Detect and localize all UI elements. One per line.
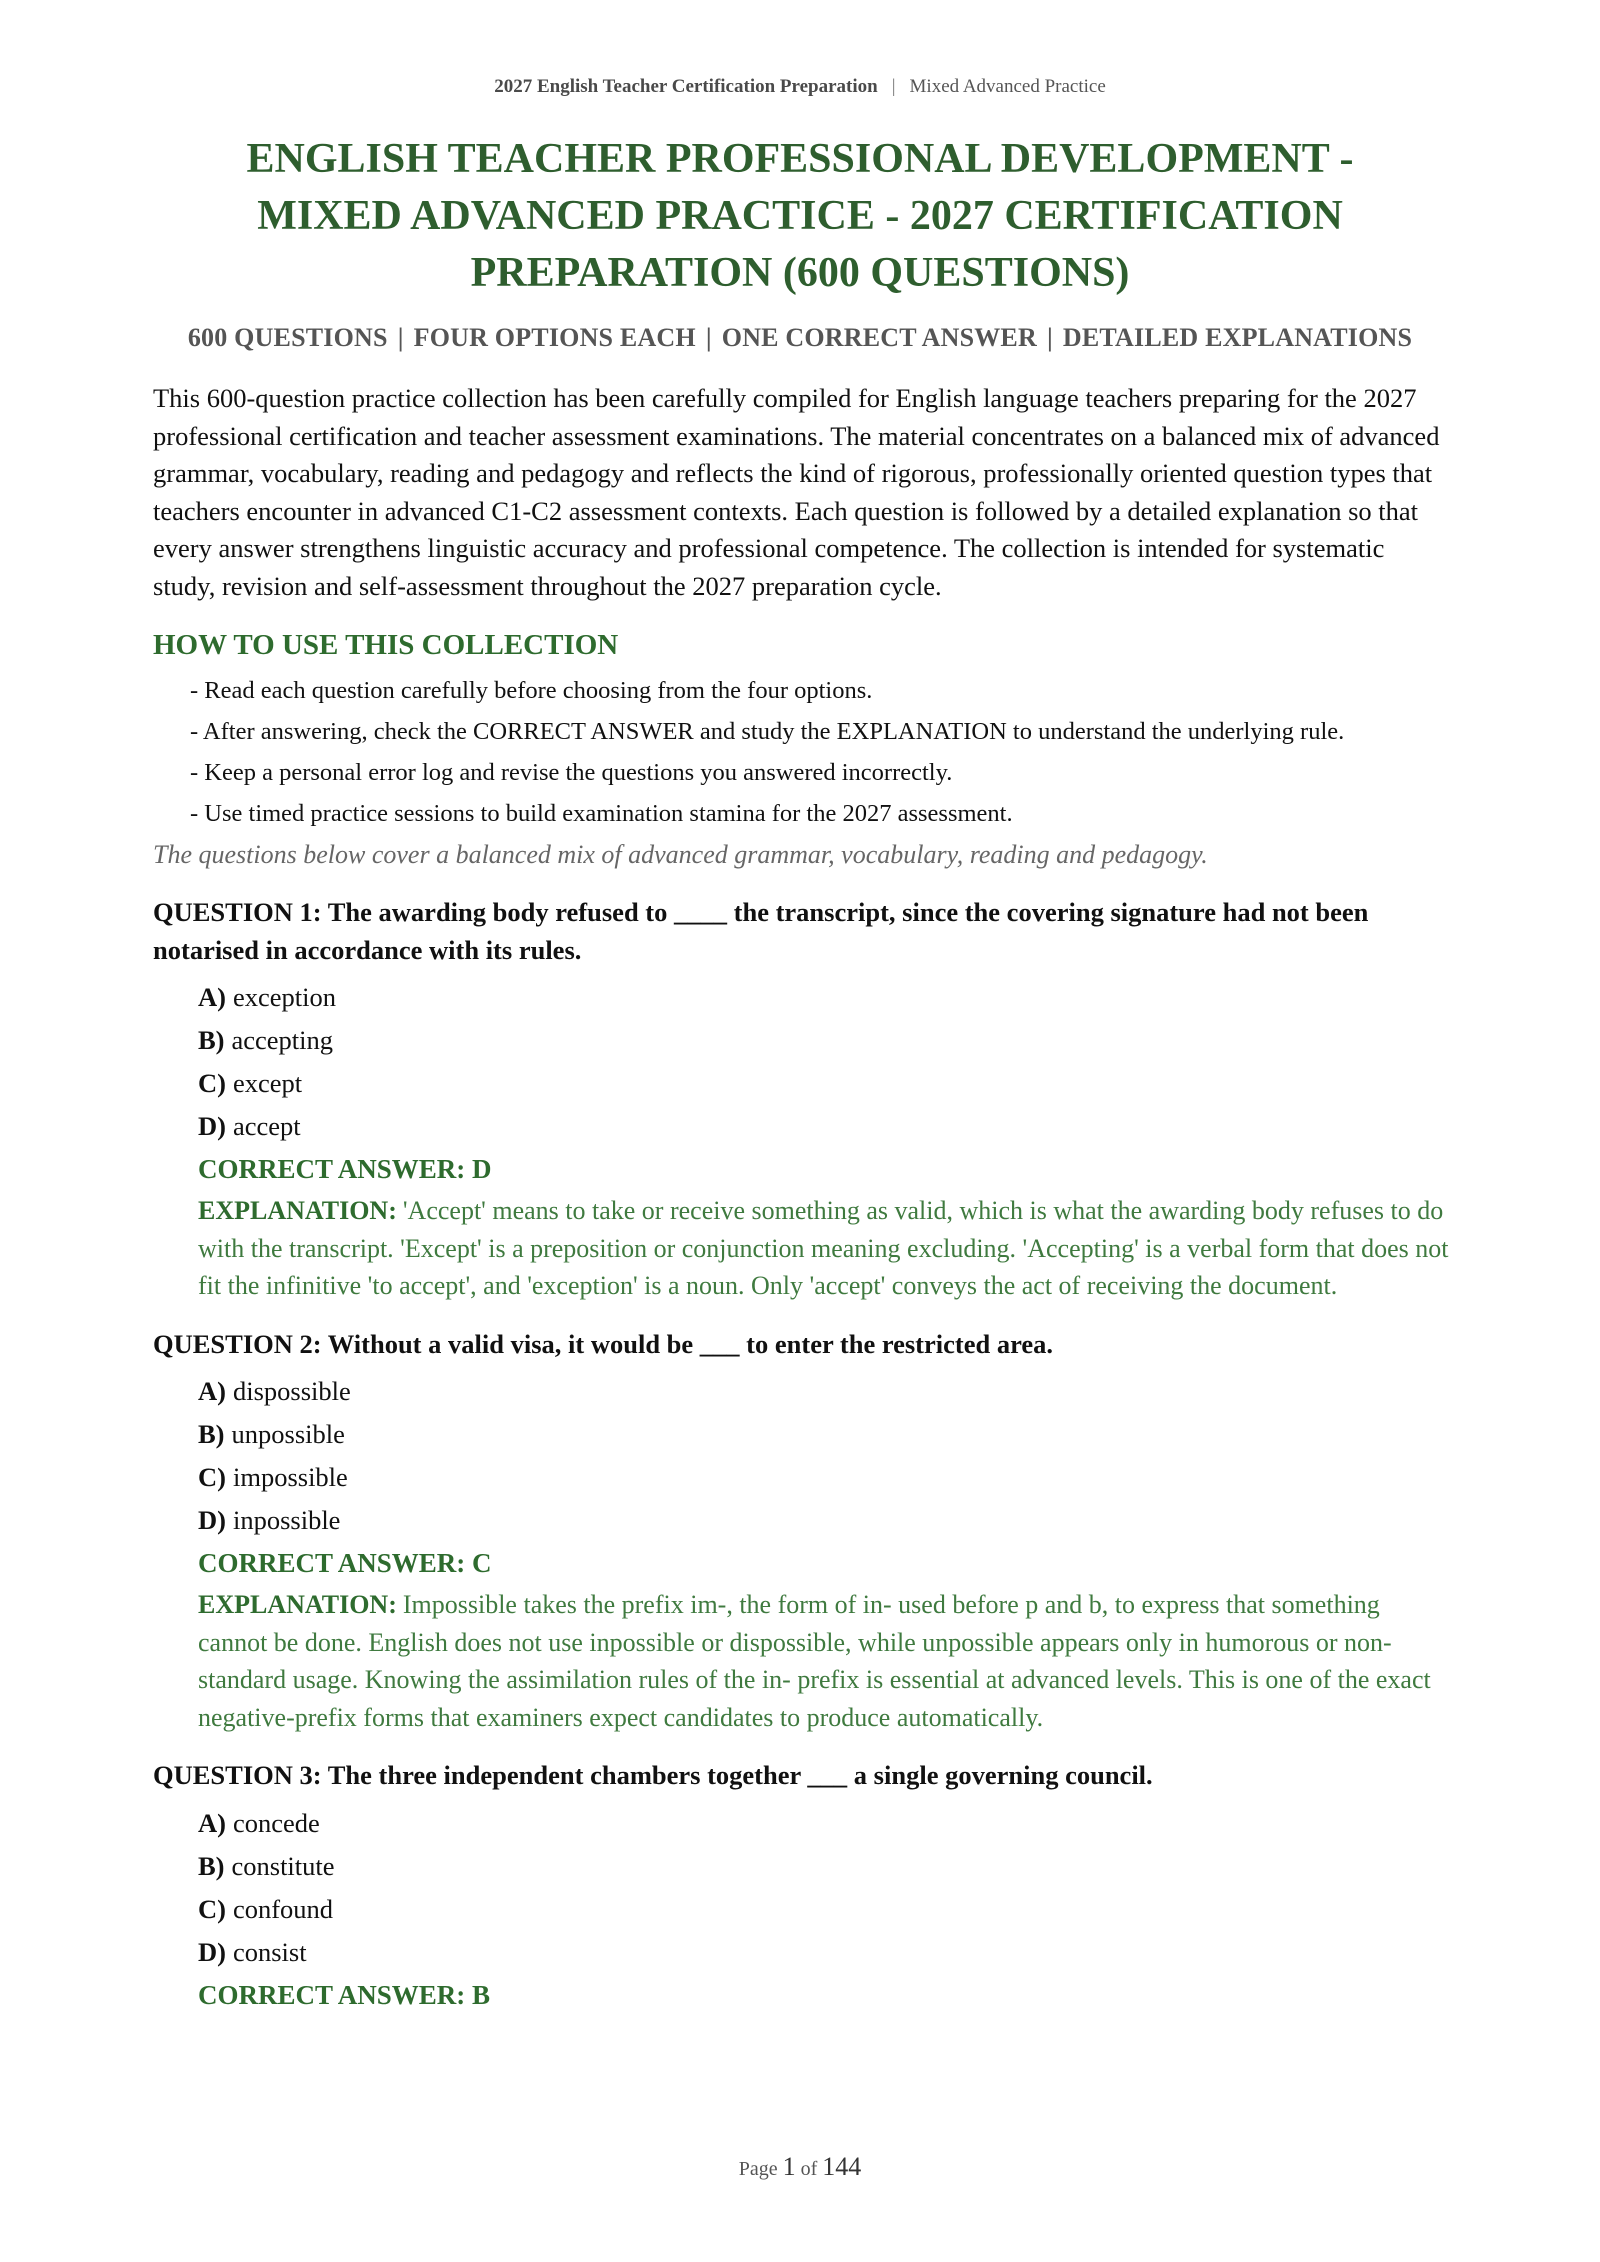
list-item: - Keep a personal error log and revise the questions you answered incorrectly. <box>190 759 953 786</box>
summary-separator: | <box>705 323 712 352</box>
summary-separator: | <box>1046 323 1053 352</box>
option-item <box>198 1456 1450 1499</box>
correct-answer: CORRECT ANSWER: D <box>198 1154 492 1184</box>
option-letter: D) <box>198 1936 226 1967</box>
how-to-use-heading: HOW TO USE THIS COLLECTION <box>153 629 619 661</box>
option-text: impossible <box>232 1462 348 1492</box>
explanation-label: EXPLANATION: <box>198 1196 397 1225</box>
option-item <box>198 1845 1450 1888</box>
option-text: concede <box>232 1807 320 1838</box>
list-item: - Read each question carefully before choosing from the four options. <box>190 677 873 704</box>
question-stem: QUESTION 2: Without a valid visa, it would be ___ to enter the restricted area. <box>153 1328 1054 1359</box>
header-separator: | <box>891 76 896 97</box>
option-letter: C) <box>198 1462 226 1492</box>
page-title: ENGLISH TEACHER PROFESSIONAL DEVELOPMENT - MIXED ADVANCED PRACTICE - 2027 CERTIFICATION PREPARATION (600 QUESTIONS) <box>246 136 1354 296</box>
question-stem: QUESTION 1: The awarding body refused to ____ the transcript, since the covering signature had not been notarised in accordance with its rules. <box>153 897 1369 965</box>
option-item <box>198 1019 1450 1062</box>
main-content <box>153 380 1450 2016</box>
option-text: accept <box>232 1111 301 1141</box>
question-block <box>153 894 1450 1305</box>
current-page-number: 1 <box>782 2152 796 2181</box>
option-letter: B) <box>198 1419 225 1449</box>
question-block <box>153 1757 1450 2016</box>
option-text: confound <box>232 1893 334 1924</box>
option-text: consist <box>232 1936 307 1967</box>
option-item <box>198 1802 1450 1845</box>
option-item <box>198 1931 1450 1974</box>
option-text: dispossible <box>232 1376 351 1406</box>
option-text: constitute <box>231 1850 335 1881</box>
question-stem: QUESTION 3: The three independent chambers together ___ a single governing council. <box>153 1760 1153 1790</box>
correct-answer: CORRECT ANSWER: C <box>198 1548 492 1578</box>
summary-line <box>0 323 1600 353</box>
footer-page-word: Page <box>738 2158 778 2180</box>
option-item <box>198 1062 1450 1105</box>
option-item <box>198 976 1450 1019</box>
list-item: - After answering, check the CORRECT ANSWER and study the EXPLANATION to understand the underlying rule. <box>190 718 1345 745</box>
page-footer <box>0 2152 1600 2182</box>
option-item <box>198 1499 1450 1542</box>
summary-separator: | <box>397 323 404 352</box>
option-letter: A) <box>198 982 226 1012</box>
explanation <box>198 1192 1450 1305</box>
option-letter: D) <box>198 1505 226 1535</box>
explanation-text: Impossible takes the prefix im-, the form of in- used before p and b, to express that something cannot be done. English does not use inpossible or dispossible, while unpossible appears only in humorous or non-standard usage. Knowing the assimilation rules of the in- prefix is essential at advanced levels. This is one of the exact negative-prefix forms that examiners expect candidates to produce automatically. <box>198 1590 1431 1732</box>
option-letter: B) <box>198 1025 225 1055</box>
footer-of-word: of <box>800 2158 818 2180</box>
option-text: inpossible <box>232 1505 341 1535</box>
explanation-label: EXPLANATION: <box>198 1590 397 1619</box>
option-letter: B) <box>198 1850 225 1881</box>
option-list <box>153 976 1450 1148</box>
option-item <box>198 1370 1450 1413</box>
explanation-text: 'Accept' means to take or receive something as valid, which is what the awarding body refuses to do with the transcript. 'Except' is a preposition or conjunction meaning excluding. 'Accepting' is a verbal form that does not fit the infinitive 'to accept', and 'exception' is a noun. Only 'accept' conveys the act of receiving the document. <box>198 1196 1449 1300</box>
option-item <box>198 1105 1450 1148</box>
option-text: except <box>232 1068 303 1098</box>
list-item: - Use timed practice sessions to build examination stamina for the 2027 assessment. <box>190 800 1013 827</box>
correct-answer: CORRECT ANSWER: B <box>198 1979 491 2010</box>
running-header <box>0 76 1600 98</box>
explanation <box>198 1586 1450 1736</box>
header-document-title: 2027 English Teacher Certification Preparation <box>494 76 878 97</box>
option-letter: C) <box>198 1893 226 1924</box>
total-page-count: 144 <box>822 2152 862 2181</box>
option-letter: A) <box>198 1376 226 1406</box>
question-block <box>153 1326 1450 1737</box>
option-list <box>153 1370 1450 1542</box>
summary-item: ONE CORRECT ANSWER <box>721 323 1037 352</box>
option-letter: C) <box>198 1068 226 1098</box>
summary-item: 600 QUESTIONS <box>187 323 388 352</box>
header-section-name: Mixed Advanced Practice <box>909 76 1106 97</box>
summary-item: DETAILED EXPLANATIONS <box>1062 323 1413 352</box>
option-letter: D) <box>198 1111 226 1141</box>
summary-item: FOUR OPTIONS EACH <box>413 323 696 352</box>
coverage-note: The questions below cover a balanced mix of advanced grammar, vocabulary, reading and pedagogy. <box>153 840 1208 869</box>
how-to-use-list <box>153 673 1450 831</box>
option-list <box>153 1802 1450 1974</box>
intro-paragraph: This 600-question practice collection has been carefully compiled for English language teachers preparing for the 2027 professional certification and teacher assessment examinations. The material concentrates on a balanced mix of advanced grammar, vocabulary, reading and pedagogy and reflects the kind of rigorous, professionally oriented question types that teachers encounter in advanced C1-C2 assessment contexts. Each question is followed by a detailed explanation so that every answer strengthens linguistic accuracy and professional competence. The collection is intended for systematic study, revision and self-assessment throughout the 2027 preparation cycle. <box>153 383 1440 601</box>
option-item <box>198 1888 1450 1931</box>
option-text: unpossible <box>231 1419 345 1449</box>
option-item <box>198 1413 1450 1456</box>
option-letter: A) <box>198 1807 226 1838</box>
option-text: exception <box>232 982 336 1012</box>
option-text: accepting <box>231 1025 334 1055</box>
